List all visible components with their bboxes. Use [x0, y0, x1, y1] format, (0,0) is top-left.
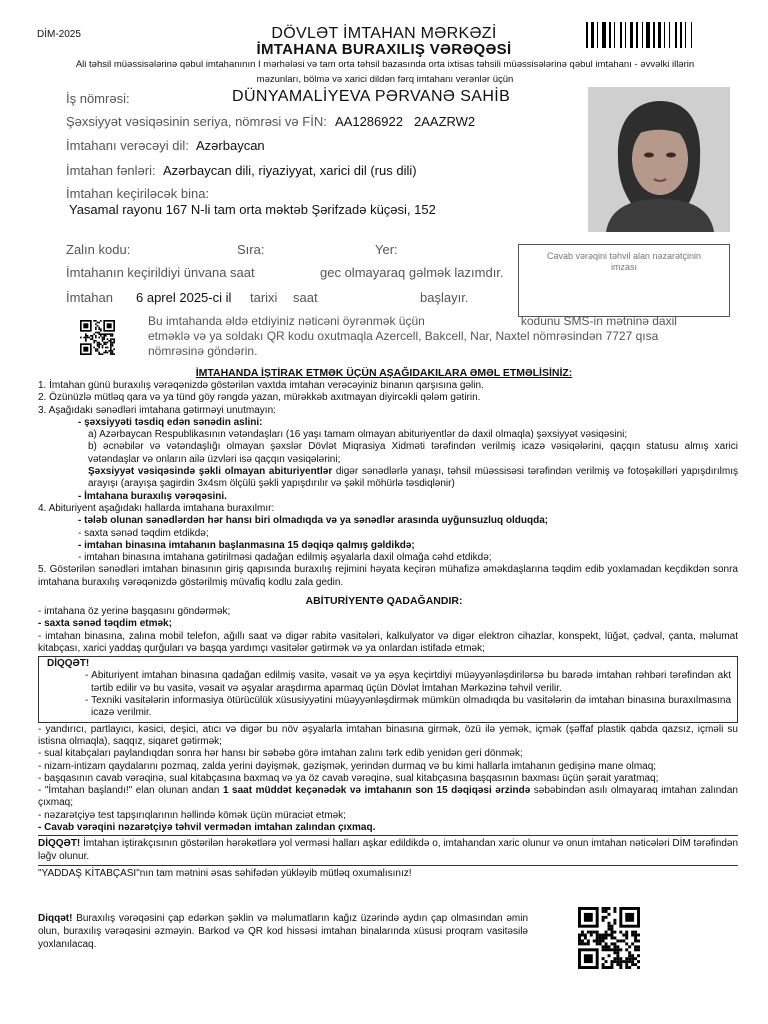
forbidden-6: - nizam-intizam qaydalarını pozmaq, zalda yerini dəyişmək, gəzişmək, yerindən durmaq və bu kimi hallarla imtahanın gedişinə mane olmaq; [38, 760, 657, 772]
forbidden-7: - başqasının cavab vərəqinə, sual kitabçasına baxmaq və ya öz cavab vərəqinə, sual kitabçasına başqasının baxması üçün şərait yaratmaq; [38, 772, 659, 784]
rule-3: 3. Aşağıdakı sənədləri imtahana gətirməyi unutmayın: [38, 404, 276, 416]
barcode-bar [642, 22, 643, 48]
barcode-bar [691, 22, 692, 48]
forbidden-9: - nəzarətçiyə test tapşırıqlarının həllində kömək üçün müraciət etmək; [38, 809, 346, 821]
barcode-bar [589, 22, 590, 48]
divider [38, 835, 738, 836]
barcode [586, 22, 729, 48]
sms-text-line2: etməklə və ya soldakı QR kodu oxutmaqla Azercell, Bakcell, Nar, Naxtel nömrəsindən 7727 qısa [148, 329, 659, 343]
forbidden-2: - saxta sənəd təqdim etmək; [38, 618, 172, 630]
barcode-bar [644, 22, 645, 48]
memory-note: "YADDAŞ KİTABÇASI"nın tam mətnini əsas səhifədən yükləyib mütləq oxumalısınız! [38, 867, 412, 879]
barcode-bar [658, 22, 661, 48]
forbidden-8c: səbəbindən asılı olmayaraq imtahan zalından çıxmaq; [38, 785, 738, 809]
rule-4d: - imtahan binasına imtahana gətirilməsi qadağan edilmiş əşyalarla daxil olmağa cəhd etdikdə; [78, 552, 492, 564]
barcode-bar [616, 22, 619, 48]
barcode-bar [678, 22, 679, 48]
bottom-note [38, 912, 528, 951]
rule-3a2: b) əcnəbilər və vətəndaşlığı olmayan şəxslər Dövlət Miqrasiya Xidməti tərəfindən verilmiş icazə vəsiqələrini, qaçqın statusu almış xarici vətəndaşlar və onların ailə üzvləri isə qaçqın vəsiqələrini; [88, 441, 738, 465]
barcode-bar [671, 22, 674, 48]
forbidden-10: - Cavab vərəqini nəzarətçiyə təhvil vermədən imtahan zalından çıxmaq. [38, 822, 376, 834]
barcode-bar [614, 22, 615, 48]
forbidden-8a: - "İmtahan başlandı!" elan olunan andan [38, 785, 220, 797]
document-title: İMTAHANA BURAXILIŞ VƏRƏQƏSİ [256, 41, 512, 58]
candidate-name: DÜNYAMALİYEVA PƏRVANƏ SAHİB [232, 88, 511, 105]
final-warning [38, 838, 738, 863]
barcode-bar [599, 22, 601, 48]
rule-4: 4. Abituriyent aşağıdakı hallarda imtahana buraxılmır: [38, 502, 275, 514]
forbidden-8b: 1 saat müddət keçənədək və imtahanın son 15 dəqiqəsi ərzində [222, 785, 531, 797]
start-word: başlayır. [420, 290, 469, 305]
qr-code-icon [80, 320, 115, 360]
barcode-bar [651, 22, 652, 48]
time-word: saat [293, 290, 318, 305]
rule-4c: - imtahan binasına imtahanın başlanmasına 15 dəqiqə qalmış gəldikdə; [78, 539, 415, 551]
barcode-bar [685, 22, 686, 48]
hall-code-label: Zalın kodu: [66, 242, 131, 257]
barcode-bar [595, 22, 596, 48]
rule-4b: - saxta sənəd təqdim etdikdə; [78, 527, 209, 539]
barcode-bar [669, 22, 670, 48]
seat-label: Yer: [375, 242, 398, 257]
barcode-bar [627, 22, 629, 48]
sms-text-line3: nömrəsinə göndərin. [148, 344, 258, 358]
candidate-photo [588, 87, 730, 232]
barcode-bar [683, 22, 684, 48]
rule-5: 5. Göstərilən sənədləri imtahan binasının giriş qapısında buraxılış rejimini həyata keçirən mühafizə əməkdaşlarına təqdim edib yoxlamadan keçdikdən sonra imtahana buraxılış vərəqənizdə göstərilmiş müvafiq kodlu zala gedin. [38, 564, 738, 588]
person-portrait-icon [588, 87, 730, 232]
barcode-bar [666, 22, 668, 48]
rule-3a: - şəxsiyyəti təsdiq edən sənədin aslini: [78, 416, 263, 428]
fin-code: 2AAZRW2 [414, 114, 476, 129]
warning-title: DİQQƏT! [47, 658, 90, 670]
exam-language: Azərbaycan [196, 138, 265, 153]
row-label: Sıra: [237, 242, 265, 257]
barcode-bar [612, 22, 613, 48]
subjects-label: İmtahan fənləri: [66, 163, 156, 178]
qr-code-icon [578, 907, 640, 974]
final-warning-text: İmtahan iştirakçısının göstərilən hərəkətlərə yol verməsi halları aşkar edildikdə o, imtahandan xaric olunur və onun imtahan nəticələri DİM tərəfindən ləğv olunur. [38, 838, 739, 862]
barcode-bar [607, 22, 608, 48]
organization-name: DÖVLƏT İMTAHAN MƏRKƏZİ [271, 25, 497, 42]
warning-box [38, 656, 738, 722]
barcode-bar [646, 22, 650, 48]
rules-list [38, 380, 738, 589]
rule-1: 1. İmtahan günü buraxılış vərəqənizdə göstərilən vaxtda imtahan verəcəyiniz binanın qarşısına gəlin. [38, 380, 484, 391]
forbidden-4: - yandırıcı, partlayıcı, kəsici, deşici, atıcı və digər bu növ əşyalarla imtahan binasına girmək, özü ilə yemək, içmək (şəffaf plastik qabda qazsız, içməli su istisna olmaqla), saqqız, siqaret gətirmək; [38, 723, 738, 747]
barcode-bar [623, 22, 624, 48]
barcode-bar [591, 22, 594, 48]
barcode-bar [664, 22, 665, 48]
barcode-bar [675, 22, 677, 48]
bottom-note-title: Diqqət! [38, 913, 73, 924]
bottom-note-text: Buraxılış vərəqəsini çap edərkən şəklin və məlumatların kağız üzərində aydın çap olmasından əmin olun, buraxılış vərəqəsini əzməyin. Barkod və QR kod hissəsi imtahan binalarında xüsusi proqram vasitəsilə yoxlanılacaq. [38, 913, 528, 950]
arrival-time-suffix: gec olmayaraq gəlmək lazımdır. [320, 265, 504, 280]
exam-subjects: Azərbaycan dili, riyaziyyat, xarici dil (rus dili) [163, 163, 417, 178]
job-number-label: İş nömrəsi: [66, 91, 130, 106]
barcode-bar [687, 22, 690, 48]
sms-text-part1: Bu imtahanda əldə etdiyiniz nəticəni öyrənmək üçün [148, 314, 425, 328]
language-label: İmtahanı verəcəyi dil: [66, 138, 189, 153]
warning-2: - Texniki vasitələrin informasiya ötürücülük xüsusiyyətini müəyyənləşdirmək mümkün olmadıqda bu vasitələrin də imtahan binasına buraxılmasına icazə verilmir. [85, 695, 731, 719]
barcode-bar [639, 22, 641, 48]
forbidden-3: - imtahan binasına, zalına mobil telefon, ağıllı saat və digər rabitə vasitələri, kalkulyator və digər elektron cihazlar, konspekt, lüğət, çədvəl, çanta, məlumat kitabçası, xarici yaddaş qurğuları və başqa yardımçı vasitələr gətirmək və ya onlardan istifadə etmək; [38, 630, 738, 654]
warning-1: - Abituriyent imtahan binasına qadağan edilmiş vasitə, vəsait və ya əşya keçirtdiyi müəyyənləşdirilərsə bu barədə imtahan rəhbəri tərəfindən akt tərtib edilir və bu vasitə, vəsait və əşyalar araşdırma aparmaq üçün Dövlət İmtahan Mərkəzinə təhvil verilir. [85, 670, 731, 694]
barcode-bar [680, 22, 682, 48]
sms-text-part2: kodunu SMS-in mətninə daxil [520, 314, 677, 328]
barcode-bar [634, 22, 635, 48]
barcode-bar [693, 22, 695, 48]
sms-instructions [148, 314, 688, 359]
id-number: AA1286922 [335, 114, 403, 129]
forbidden-8 [38, 785, 738, 810]
arrival-time-label: İmtahanın keçirildiyi ünvana saat [66, 265, 255, 280]
exam-building: Yasamal rayonu 167 N-li tam orta məktəb Şərifzadə küçəsi, 152 [69, 202, 436, 217]
barcode-bar [656, 22, 657, 48]
barcode-bar [653, 22, 655, 48]
rules-title: İMTAHANDA İŞTİRAK ETMƏK ÜÇÜN AŞAĞIDAKILARA ƏMƏL ETMƏLİSİNİZ: [195, 367, 573, 379]
rule-3a3-text: digər sənədlərlə yanaşı, təhsil müəssisəsi tərəfindən verilmiş və fotoşəkilləri yapışdırılmış arayışı (arayışa şagirdin 3x4sm ölçülü şəkli yapışdırılır və şəkil möhürlə təsdiqlənir) [88, 466, 738, 490]
forbidden-title: ABİTURİYENTƏ QADAĞANDIR: [305, 595, 463, 607]
forbidden-list [38, 606, 738, 880]
rule-3a3-bold: Şəxsiyyət vəsiqəsində şəkli olmayan abituriyentlər [88, 466, 333, 478]
barcode-bar [597, 22, 598, 48]
document-subtitle: Ali təhsil müəssisələrinə qəbul imtahanının I mərhələsi və tam orta təhsil bazasında orta ixtisas təhsili müəssisələrinə qəbul imtahanı - əvvəlki illərin məzunları, bölmə və xarici dildən fərq imtahanı verənlər üçün [75, 59, 695, 85]
barcode-bar [630, 22, 633, 48]
final-warning-title: DİQQƏT! [38, 838, 81, 850]
building-label: İmtahan keçiriləcək bina: [66, 186, 210, 201]
rule-2: 2. Özünüzlə mütləq qara və ya tünd göy rəngdə yazan, mürəkkəb axıtmayan diyircəkli qələm gətirin. [38, 392, 481, 404]
barcode-bar [662, 22, 663, 48]
signature-box-caption: Cavab vərəqini təhvil alan nəzarətçinin imzası [546, 251, 702, 272]
barcode-bar [625, 22, 626, 48]
forbidden-5: - sual kitabçaları paylandıqdan sonra hər hansı bir səbəbə görə imtahan zalını tərk edib yenidən geri dönmək; [38, 748, 523, 760]
barcode-bar [602, 22, 606, 48]
rule-3a3 [38, 466, 738, 491]
exam-date: 6 aprel 2025-ci il [136, 290, 232, 305]
barcode-bar [636, 22, 638, 48]
date-word: tarixi [250, 290, 278, 305]
barcode-bar [609, 22, 611, 48]
document-code: DİM-2025 [37, 29, 81, 40]
divider [38, 865, 738, 866]
barcode-bar [620, 22, 622, 48]
signature-box [518, 244, 730, 317]
rule-3b: - İmtahana buraxılış vərəqəsini. [78, 490, 227, 502]
barcode-bar [586, 22, 588, 48]
rule-4a: - tələb olunan sənədlərdən hər hansı biri olmadıqda və ya sənədlər arasında uyğunsuzluq olduqda; [78, 515, 549, 527]
id-label: Şəxsiyyət vəsiqəsinin seriya, nömrəsi və FİN: [66, 114, 327, 129]
exam-date-label: İmtahan [66, 290, 113, 305]
rule-3a1: a) Azərbaycan Respublikasının vətəndaşları (16 yaşı tamam olmayan abituriyentlər də daxil olmaqla) şəxsiyyət vəsiqəsini; [88, 429, 628, 441]
forbidden-1: - imtahana öz yerinə başqasını göndərmək; [38, 606, 231, 617]
